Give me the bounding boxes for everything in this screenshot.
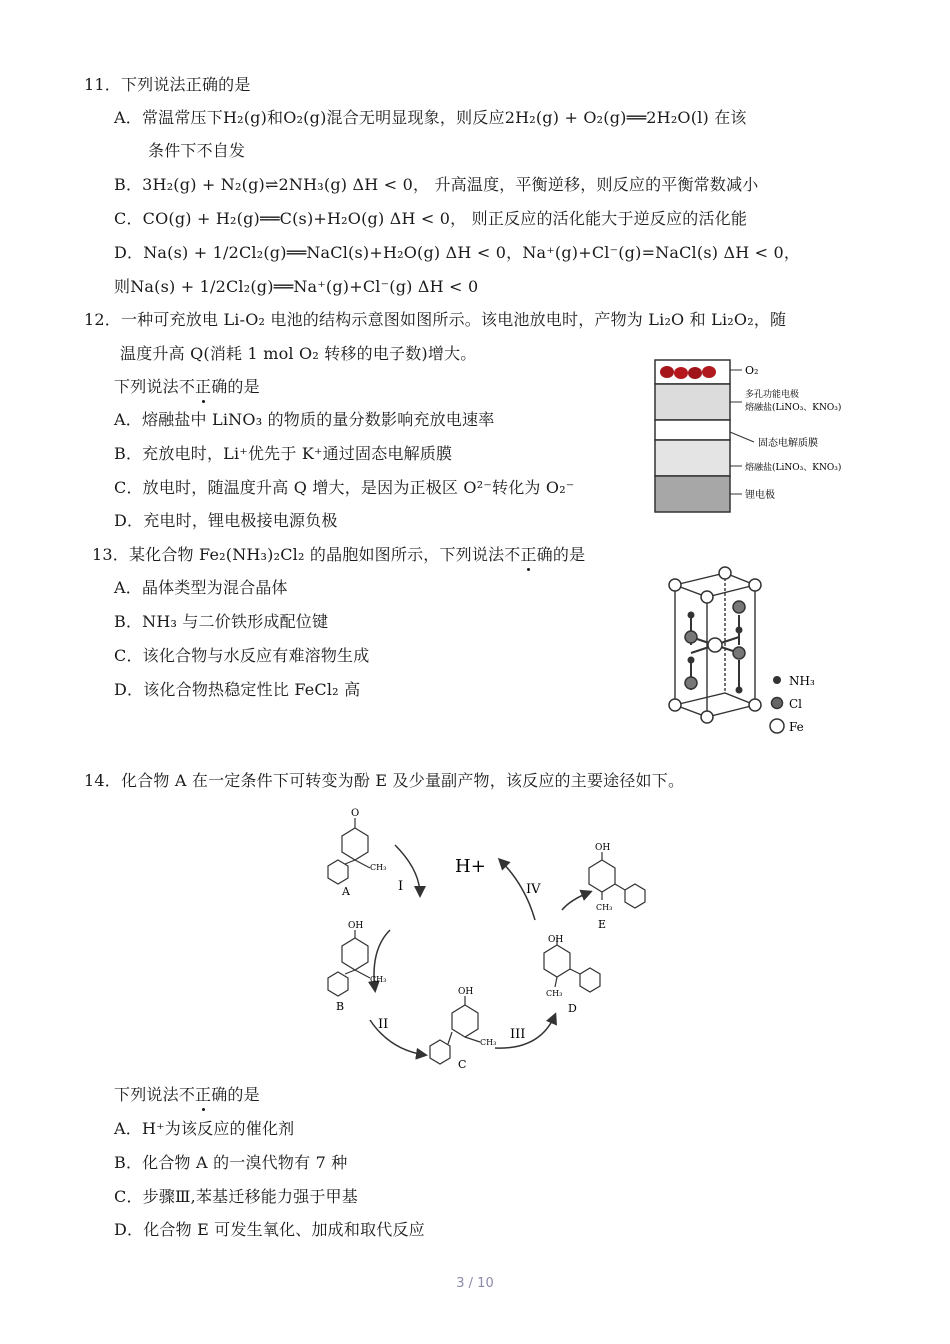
nh3-atom xyxy=(736,627,743,634)
nh3-atom xyxy=(688,657,695,664)
legend-fe-label: Fe xyxy=(789,720,804,734)
lithium-electrode-layer xyxy=(655,476,730,512)
compound-b-ch3: CH₃ xyxy=(370,975,387,984)
step-arrow xyxy=(562,892,590,910)
reaction-scheme-figure xyxy=(300,800,660,1080)
compound-c-structure xyxy=(430,996,480,1064)
fe-atom xyxy=(669,579,681,591)
fe-atom xyxy=(701,711,713,723)
lithium-electrode-label: 锂电极 xyxy=(745,490,775,501)
q12-stem-line2: 温度升高 Q(消耗 1 mol O₂ 转移的电子数)增大。 xyxy=(120,344,477,363)
q12-option-d: D．充电时，锂电极接电源负极 xyxy=(114,511,338,530)
q13-option-d: D．该化合物热稳定性比 FeCl₂ 高 xyxy=(114,680,361,699)
q14-question-prefix: 下列说法 xyxy=(114,1085,179,1104)
label-leader-line xyxy=(730,432,754,442)
compound-b-oh: OH xyxy=(348,921,364,931)
o2-bubble-icon xyxy=(674,367,688,379)
q12-question-prefix: 下列说法 xyxy=(114,377,179,396)
q13-option-c: C．该化合物与水反应有难溶物生成 xyxy=(114,646,370,665)
q11-option-d-line1: D．Na(s) + 1/2Cl₂(g)══NaCl(s)+H₂O(g) ΔH < 0，Na⁺(g)+Cl⁻(g)=NaCl(s) ΔH < 0， xyxy=(114,243,801,262)
compound-b-label: B xyxy=(336,1000,345,1013)
solid-electrolyte-membrane xyxy=(655,420,730,440)
step-label-iii: III xyxy=(510,1027,526,1042)
q12-option-b: B．充放电时，Li⁺优先于 K⁺通过固态电解质膜 xyxy=(114,444,453,463)
q11-option-c: C．CO(g) + H₂(g)══C(s)+H₂O(g) ΔH < 0， 则正反应的活化能大于逆反应的活化能 xyxy=(114,209,748,228)
q14-option-d: D．化合物 E 可发生氧化、加成和取代反应 xyxy=(114,1220,425,1239)
q11-option-b: B．3H₂(g) + N₂(g)⇌2NH₃(g) ΔH < 0， 升高温度，平衡逆移，则反应的平衡常数减小 xyxy=(114,175,759,194)
compound-c-label: C xyxy=(458,1058,467,1071)
page-number: 3 / 10 xyxy=(456,1276,494,1291)
q12-question-emphasis: 不正确 xyxy=(178,377,228,396)
q14-question-suffix: 的是 xyxy=(227,1085,260,1104)
q13-option-a: A．晶体类型为混合晶体 xyxy=(114,578,288,597)
cl-atom xyxy=(733,647,745,659)
step-label-i: I xyxy=(398,879,404,894)
compound-e-oh: OH xyxy=(595,843,611,853)
o2-bubble-icon xyxy=(660,366,674,378)
fe-atom xyxy=(749,699,761,711)
compound-a-structure xyxy=(328,818,370,884)
step-label-ii: II xyxy=(378,1017,389,1032)
compound-a-label: A xyxy=(342,885,350,898)
q13-option-b: B．NH₃ 与二价铁形成配位键 xyxy=(114,612,329,631)
porous-electrode-layer xyxy=(655,384,730,420)
fe-atom xyxy=(669,699,681,711)
compound-b-structure xyxy=(328,930,370,996)
q13-stem xyxy=(92,544,585,566)
membrane-label: 固态电解质膜 xyxy=(758,438,818,449)
compound-e-structure xyxy=(589,852,645,908)
q12-option-a: A．熔融盐中 LiNO₃ 的物质的量分数影响充放电速率 xyxy=(114,410,495,429)
legend-nh3-icon xyxy=(773,676,781,684)
cl-atom xyxy=(685,677,697,689)
q14-option-b: B．化合物 A 的一溴代物有 7 种 xyxy=(114,1153,348,1172)
cl-atom xyxy=(733,601,745,613)
q12-option-c: C．放电时，随温度升高 Q 增大，是因为正极区 O²⁻转化为 O₂⁻ xyxy=(114,478,575,497)
o2-bubble-icon xyxy=(702,366,716,378)
electrode-label-1: 多孔功能电极 xyxy=(745,390,800,400)
q13-stem-emphasis: 不正确 xyxy=(504,545,553,564)
fe-atom xyxy=(708,638,722,652)
q11-stem: 11．下列说法正确的是 xyxy=(84,75,251,94)
cl-atom xyxy=(685,631,697,643)
nh3-atom xyxy=(688,612,695,619)
compound-d-oh: OH xyxy=(548,935,564,945)
q11-option-d-line2: 则Na(s) + 1/2Cl₂(g)══Na⁺(g)+Cl⁻(g) ΔH < 0 xyxy=(114,277,479,296)
compound-d-structure xyxy=(544,937,600,992)
compound-e-ch3: CH₃ xyxy=(596,903,613,912)
compound-c-oh: OH xyxy=(458,987,474,997)
q14-question xyxy=(114,1084,260,1106)
compound-a-o: O xyxy=(351,808,360,819)
battery-structure-figure xyxy=(650,352,900,520)
atom-spheres xyxy=(669,567,761,723)
crystal-cell-figure xyxy=(655,565,895,745)
legend-cl-label: Cl xyxy=(789,697,803,711)
q14-stem: 14．化合物 A 在一定条件下可转变为酚 E 及少量副产物，该反应的主要途径如下。 xyxy=(84,771,685,790)
electrode-label-2: 熔融盐(LiNO₃、KNO₃) xyxy=(745,403,842,413)
fe-atom xyxy=(749,579,761,591)
compound-d-label: D xyxy=(568,1002,577,1015)
o2-bubble-icon xyxy=(688,367,702,379)
q12-stem-line1: 12．一种可充放电 Li-O₂ 电池的结构示意图如图所示。该电池放电时，产物为 Li₂O 和 Li₂O₂，随 xyxy=(84,310,787,329)
q14-question-emphasis: 不正确 xyxy=(178,1085,228,1104)
catalyst-label: H+ xyxy=(455,856,486,877)
q11-option-a-line2: 条件下不自发 xyxy=(148,141,246,160)
q14-option-a: A．H⁺为该反应的催化剂 xyxy=(114,1119,295,1138)
molten-salt-layer xyxy=(655,440,730,476)
q13-stem-prefix: 13．某化合物 Fe₂(NH₃)₂Cl₂ 的晶胞如图所示，下列说法 xyxy=(92,545,505,564)
step-label-iv: IV xyxy=(526,882,541,897)
compound-e-label: E xyxy=(598,918,607,931)
legend-nh3-label: NH₃ xyxy=(789,674,815,688)
q12-question xyxy=(114,376,260,398)
molten-salt-label: 熔融盐(LiNO₃、KNO₃) xyxy=(745,463,842,473)
legend-fe-icon xyxy=(770,719,784,733)
q14-option-c: C．步骤Ⅲ,苯基迁移能力强于甲基 xyxy=(114,1187,358,1206)
fe-atom xyxy=(701,591,713,603)
nh3-atom xyxy=(736,687,743,694)
legend-cl-icon xyxy=(772,698,783,709)
compound-d-ch3: CH₃ xyxy=(546,989,563,998)
compound-c-ch3: CH₃ xyxy=(480,1038,497,1047)
compound-a-ch3: CH₃ xyxy=(370,863,387,872)
fe-atom xyxy=(719,567,731,579)
q11-option-a-line1: A．常温常压下H₂(g)和O₂(g)混合无明显现象，则反应2H₂(g) + O₂(g)══2H₂O(l) 在该 xyxy=(114,108,747,127)
o2-label: O₂ xyxy=(745,364,759,377)
q13-stem-suffix: 的是 xyxy=(552,545,586,564)
q12-question-suffix: 的是 xyxy=(227,377,260,396)
